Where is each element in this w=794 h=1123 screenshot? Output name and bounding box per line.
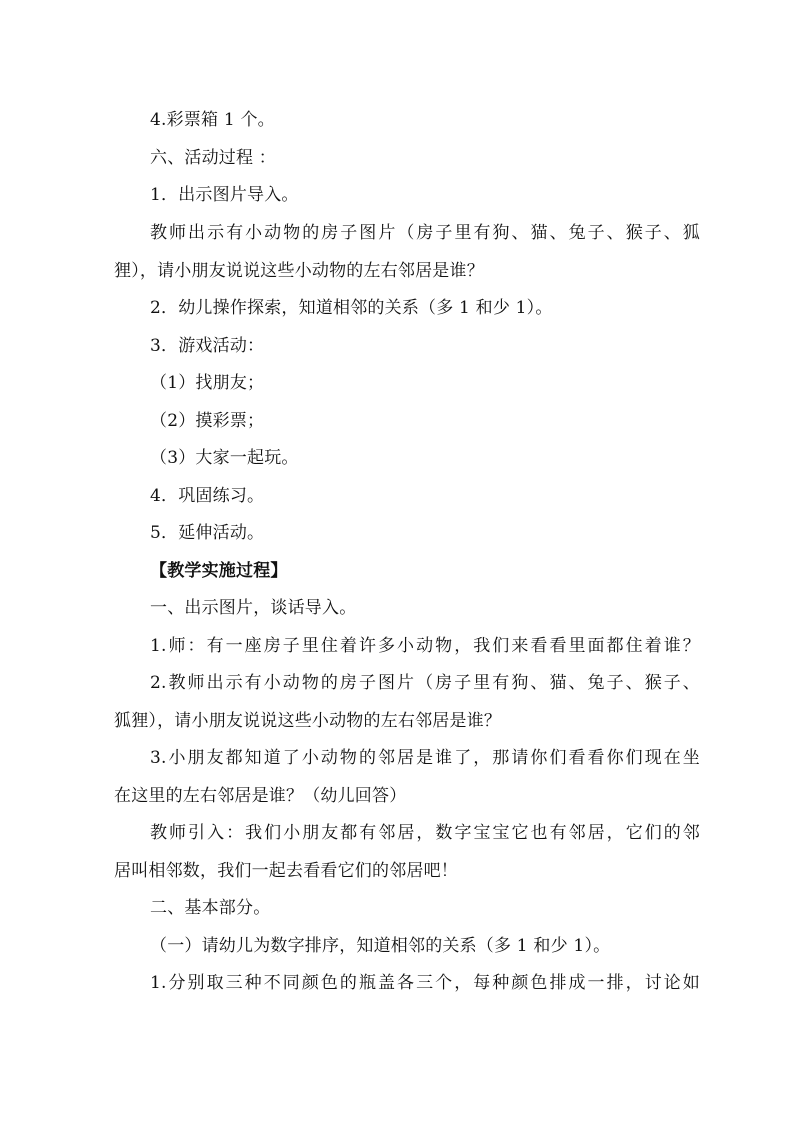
text-line-20: 教师引入：我们小朋友都有邻居，数字宝宝它也有邻居，它们的邻 [150,823,700,843]
text-line-16: 2.教师出示有小动物的房子图片（房子里有狗、猫、兔子、猴子、 [150,673,700,693]
text-line-1: 4.彩票箱 1 个。 [150,110,275,130]
text-line-5: 狸），请小朋友说说这些小动物的左右邻居是谁？ [114,261,484,281]
text-line-22: 二、基本部分。 [150,898,271,918]
text-line-14: 一、出示图片，谈话导入。 [150,598,357,618]
text-line-19: 在这里的左右邻居是谁？（幼儿回答） [114,786,407,806]
text-line-12: 5．延伸活动。 [150,523,265,543]
text-line-6: 2．幼儿操作探索，知道相邻的关系（多 1 和少 1）。 [150,298,553,318]
text-line-8: （1）找朋友； [150,373,265,393]
section-heading: 【教学实施过程】 [150,561,288,581]
text-line-23: （一）请幼儿为数字排序，知道相邻的关系（多 1 和少 1）。 [150,936,611,956]
text-line-24: 1.分别取三种不同颜色的瓶盖各三个，每种颜色排成一排，讨论如 [150,973,700,993]
text-line-18: 3.小朋友都知道了小动物的邻居是谁了，那请你们看看你们现在坐 [150,748,700,768]
text-line-11: 4．巩固练习。 [150,486,265,506]
text-line-3: 1．出示图片导入。 [150,185,299,205]
text-line-7: 3．游戏活动： [150,336,265,356]
text-line-9: （2）摸彩票； [150,411,265,431]
text-line-15: 1.师：有一座房子里住着许多小动物，我们来看看里面都住着谁？ [150,636,700,656]
text-line-21: 居叫相邻数，我们一起去看看它们的邻居吧！ [114,861,458,881]
text-line-2: 六、活动过程 ： [150,148,277,168]
text-line-17: 狐狸），请小朋友说说这些小动物的左右邻居是谁？ [114,711,502,731]
text-line-4: 教师出示有小动物的房子图片（房子里有狗、猫、兔子、猴子、狐 [150,223,700,243]
text-line-10: （3）大家一起玩。 [150,448,299,468]
